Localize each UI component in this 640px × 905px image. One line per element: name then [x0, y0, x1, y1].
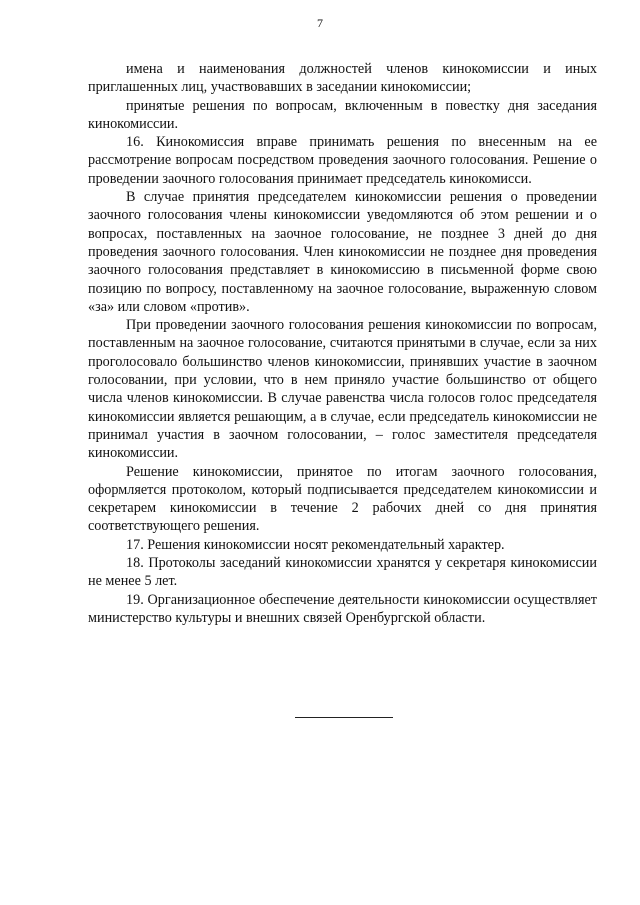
paragraph-clause-19: 19. Организационное обеспечение деятельности кинокомиссии осуществляет министерство культуры и внешних связей Оренбургской области.: [88, 591, 597, 626]
document-body: [88, 60, 597, 627]
paragraph-absentee-protocol: Решение кинокомиссии, принятое по итогам заочного голосования, оформляется протоколом, который подписывается председателем кинокомиссии и секретарем кинокомиссии в течение 2 рабочих дней со дня принятия соответствующего решения.: [88, 463, 597, 535]
paragraph-protocol-contents-names: имена и наименования должностей членов кинокомиссии и иных приглашенных лиц, участвовавших в заседании кинокомиссии;: [88, 61, 597, 96]
closing-divider-line: [295, 717, 393, 718]
paragraph-clause-17: 17. Решения кинокомиссии носят рекомендательный характер.: [126, 536, 505, 553]
paragraph-protocol-contents-decisions: принятые решения по вопросам, включенным в повестку дня заседания кинокомиссии.: [88, 97, 597, 132]
paragraph-clause-16: 16. Кинокомиссия вправе принимать решения по внесенным на ее рассмотрение вопросам посредством проведения заочного голосования. Решение о проведении заочного голосования принимает председатель кинокомисси.: [88, 134, 597, 187]
paragraph-clause-18: 18. Протоколы заседаний кинокомиссии хранятся у секретаря кинокомиссии не менее 5 лет.: [88, 555, 597, 590]
paragraph-absentee-decision-rules: При проведении заочного голосования решения кинокомиссии по вопросам, поставленным на заочное голосование, считаются принятыми в случае, если за них проголосовало большинство членов кинокомиссии, принявших участие в заочном голосовании, при условии, что в нем приняло участие большинство от общего числа членов кинокомиссии. В случае равенства числа голосов голос председателя кинокомиссии является решающим, а в случае, если председатель кинокомиссии не принимал участия в заочном голосовании, – голос заместителя председателя кинокомиссии.: [88, 317, 597, 462]
paragraph-absentee-notification: В случае принятия председателем кинокомиссии решения о проведении заочного голосования члены кинокомиссии уведомляются об этом решении и о вопросах, поставленных на заочное голосование, не позднее 3 дней до дня проведения заочного голосования. Член кинокомиссии не позднее дня проведения заочного голосования представляет в кинокомиссию в письменной форме свою позицию по вопросу, поставленному на заочное голосование, выраженную словом «за» или словом «против».: [88, 189, 597, 315]
page-number: 7: [317, 16, 323, 30]
